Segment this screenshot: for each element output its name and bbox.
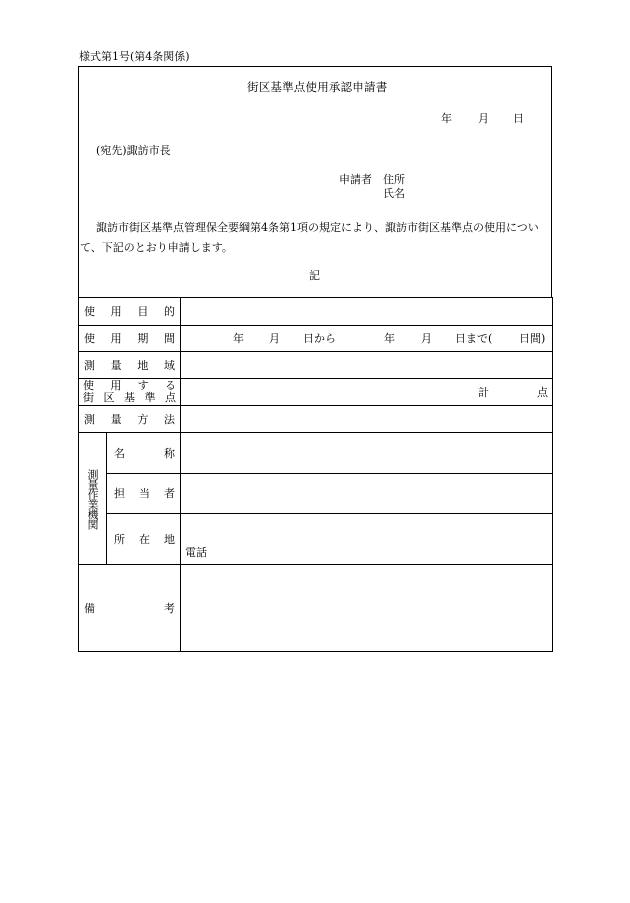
- purpose-row: [79, 298, 553, 326]
- remarks-field[interactable]: [181, 565, 553, 652]
- purpose-field[interactable]: [181, 298, 553, 326]
- period-label: 使 用 期 間: [79, 326, 181, 352]
- points-row: [79, 379, 553, 406]
- points-total-ten: 点: [537, 386, 548, 399]
- area-row: [79, 352, 553, 379]
- points-total-kei: 計: [478, 386, 489, 399]
- period-month-until: 月: [421, 332, 432, 345]
- agency-location-field[interactable]: [181, 514, 553, 565]
- ki-heading: 記: [309, 269, 320, 282]
- period-year-until: 年: [384, 332, 395, 345]
- agency-name-row: [79, 433, 553, 474]
- area-field[interactable]: [181, 352, 553, 379]
- remarks-row: [79, 565, 553, 652]
- date-month: 月: [478, 112, 489, 125]
- method-label: 測 量 方 法: [79, 406, 181, 433]
- form-number: 様式第1号(第4条関係): [79, 50, 190, 63]
- phone-label: 電話: [185, 546, 207, 559]
- period-month-from: 月: [269, 332, 280, 345]
- area-label: 測 量 地 域: [79, 352, 181, 379]
- date-day: 日: [513, 112, 524, 125]
- application-table: [78, 297, 553, 652]
- period-year-from: 年: [233, 332, 244, 345]
- period-field[interactable]: [181, 326, 553, 352]
- applicant-label: 申請者: [339, 173, 372, 186]
- method-row: [79, 406, 553, 433]
- points-label: 使 用 す る 街 区 基 準 点: [79, 379, 181, 406]
- period-day-from: 日から: [303, 332, 336, 345]
- application-header-box: [78, 66, 552, 297]
- period-day-until: 日まで(: [455, 332, 493, 345]
- period-days: 日間): [519, 332, 546, 345]
- date-year: 年: [441, 112, 452, 125]
- agency-person-field[interactable]: [181, 474, 553, 514]
- agency-location-label: 所 在 地: [107, 514, 181, 565]
- document-title: 街区基準点使用承認申請書: [247, 80, 388, 94]
- method-field[interactable]: [181, 406, 553, 433]
- agency-person-label: 担 当 者: [107, 474, 181, 514]
- agency-person-row: [79, 474, 553, 514]
- agency-name-label: 名 称: [107, 433, 181, 474]
- agency-name-field[interactable]: [181, 433, 553, 474]
- address-label: 住所: [383, 173, 405, 186]
- agency-location-row: [79, 514, 553, 565]
- name-label: 氏名: [383, 187, 405, 200]
- addressee: (宛先)諏訪市長: [96, 144, 171, 157]
- agency-label: 測量作業機関: [79, 433, 107, 565]
- points-field[interactable]: [181, 379, 553, 406]
- body-text: 諏訪市街区基準点管理保全要綱第4条第1項の規定により、諏訪市街区基準点の使用について、下記のとおり申請します。: [80, 221, 539, 254]
- purpose-label: 使 用 目 的: [79, 298, 181, 326]
- period-row: [79, 326, 553, 352]
- remarks-label: 備 考: [79, 565, 181, 652]
